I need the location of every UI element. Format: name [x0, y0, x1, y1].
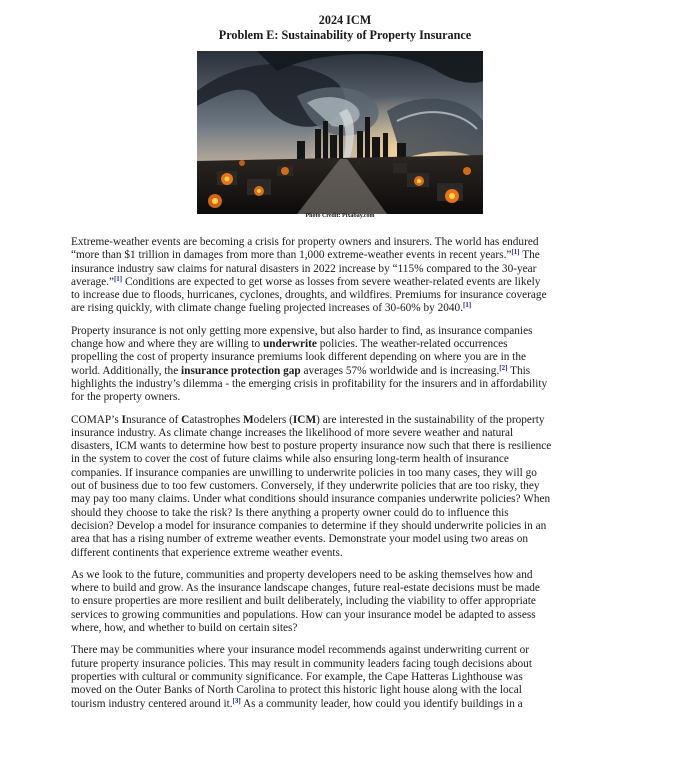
text-line: change how and where they are willing to underwrite policies. The weather-related occurrences	[71, 338, 508, 351]
text-line: in the system to cover the cost of future claims while also ensuring long-term health of insurance	[71, 453, 509, 466]
paragraph-5	[71, 644, 611, 710]
text-line: disasters, ICM wants to determine how best to posture property insurance now such that there is resilience	[71, 440, 552, 453]
text-line: out of business due to too few customers. Conversely, if they underwrite policies that are too risky, they	[71, 480, 540, 493]
bold-term: C	[181, 413, 190, 426]
text-line: COMAP’s Insurance of Catastrophes Modelers (ICM) are interested in the sustainability of the property	[71, 413, 545, 426]
citation-link[interactable]: [1]	[113, 274, 123, 283]
citation-link[interactable]: [1]	[511, 248, 520, 257]
text-line: services to growing communities and populations. How can your insurance model be adapted to assess	[71, 608, 536, 621]
citation-link[interactable]: [1]	[463, 301, 472, 310]
text-line: As we look to the future, communities and property developers need to be asking themselves how and	[71, 568, 533, 581]
text-line: tourism industry centered around it.[3] As a community leader, how could you identify buildings in a	[71, 696, 523, 710]
text-line: may pay too many claims. Under what conditions should insurance companies underwrite policies? When	[71, 493, 551, 506]
bold-term: M	[243, 413, 254, 426]
paragraph-4	[71, 569, 611, 635]
text-line: future property insurance policies. This may result in community leaders facing tough decisions about	[71, 657, 532, 670]
text-line: decision? Develop a model for insurance companies to determine if they should underwrite policies in an	[71, 519, 547, 532]
document-body	[71, 236, 611, 720]
text-line: Property insurance is not only getting more expensive, but also harder to find, as insurance companies	[71, 324, 533, 337]
text-line: highlights the industry’s dilemma - the emerging crisis in profitability for the insurers and in affordability	[71, 377, 548, 390]
text-line: for the property owners.	[71, 391, 181, 404]
citation-link[interactable]: [2]	[499, 363, 508, 372]
text-line: area that has a rising number of extreme weather events. Demonstrate your model using two areas on	[71, 533, 529, 546]
text-line: insurance industry. As climate change increases the likelihood of more severe weather and natural	[71, 426, 514, 439]
text-line: insurance industry saw claims for natural disasters in 2022 increase by “115% compared to the 30-year	[71, 262, 537, 275]
text-line: are rising quickly, with climate change fueling projected increases of 30-60% by 2040.[1]	[71, 301, 472, 315]
document-title: 2024 ICM	[318, 13, 372, 27]
text-line: should they choose to take the risk? Is there anything a property owner could do to influence this	[71, 506, 509, 519]
problem-subtitle: Problem E: Sustainability of Property Insurance	[218, 28, 472, 42]
bold-term: insurance protection gap	[181, 364, 301, 377]
text-line: where, how, and whether to build on certain sites?	[71, 622, 298, 635]
citation-link[interactable]: [3]	[232, 696, 241, 705]
text-line: moved on the Outer Banks of North Carolina to protect this historic light house along with the local	[71, 684, 522, 697]
storm-city-image	[197, 51, 483, 214]
text-line: to increase due to floods, hurricanes, cyclones, droughts, and wildfires. Premiums for insurance coverage	[71, 289, 547, 302]
text-line: to ensure properties are more resilient and built deliberately, including the viability to offer appropriate	[71, 595, 536, 608]
text-line: “more than $1 trillion in damages from more than 1,000 extreme-weather events in recent years.”[1] The	[71, 248, 540, 262]
text-line: Extreme-weather events are becoming a crisis for property owners and insurers. The world has endured	[71, 236, 539, 248]
photo-credit: Photo Credit: Pixabay.com	[305, 213, 375, 219]
paragraph-2	[71, 325, 611, 405]
bold-term: I	[121, 413, 126, 426]
text-line: different continents that experience extreme weather events.	[71, 546, 343, 559]
paragraph-3	[71, 414, 611, 560]
text-line: average.”[1] Conditions are expected to get worse as losses from severe weather-related events are likely	[71, 274, 541, 288]
text-line: propelling the cost of property insurance premiums look different depending on where you are in the	[71, 351, 526, 364]
bold-term: underwrite	[262, 338, 317, 351]
text-line: properties with cultural or community significance. For example, the Cape Hatteras Lighthouse was	[71, 670, 523, 683]
text-line: companies. If insurance companies are unwilling to underwrite policies in too many cases, they will go	[71, 466, 537, 479]
text-line: where to build and grow. As the insurance landscape changes, future real-estate decisions must be made	[71, 582, 540, 595]
storm-city-illustration	[197, 51, 483, 214]
text-line: There may be communities where your insurance model recommends against underwriting current or	[71, 644, 529, 657]
bold-term: ICM	[292, 413, 317, 426]
text-line: world. Additionally, the insurance protection gap averages 57% worldwide and is increasing.[2] This	[71, 363, 531, 377]
paragraph-1	[71, 236, 611, 316]
